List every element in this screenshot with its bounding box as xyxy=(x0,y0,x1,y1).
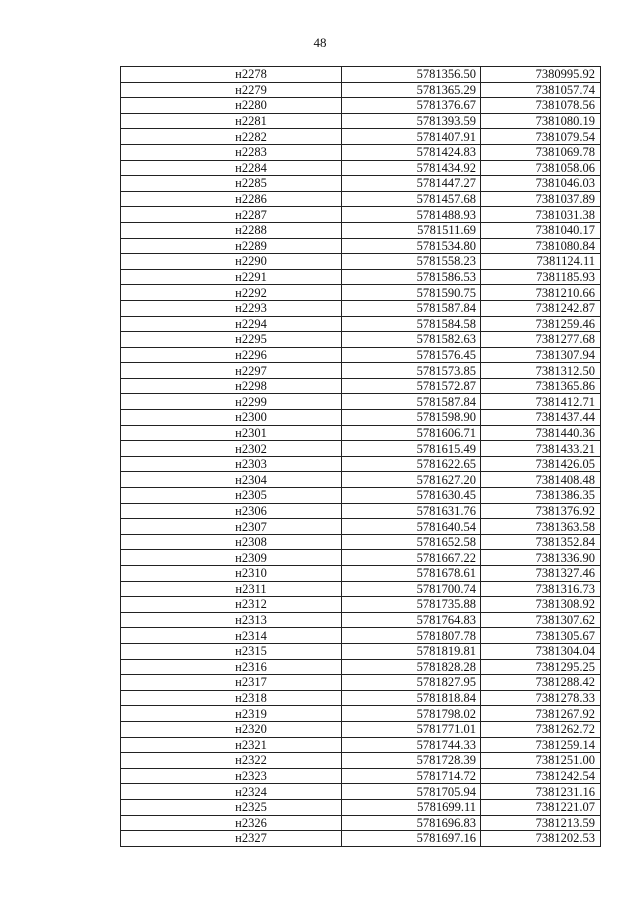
y-coordinate-cell: 7381078.56 xyxy=(481,98,601,114)
y-coordinate-cell: 7381231.16 xyxy=(481,784,601,800)
x-coordinate-cell: 5781587.84 xyxy=(342,300,481,316)
table-row xyxy=(121,831,601,847)
x-coordinate-cell: 5781582.63 xyxy=(342,332,481,348)
y-coordinate-cell: 7381242.54 xyxy=(481,768,601,784)
x-coordinate-cell: 5781627.20 xyxy=(342,472,481,488)
point-name-cell: н2313 xyxy=(121,612,342,628)
y-coordinate-cell: 7381437.44 xyxy=(481,410,601,426)
x-coordinate-cell: 5781590.75 xyxy=(342,285,481,301)
x-coordinate-cell: 5781828.28 xyxy=(342,659,481,675)
table-row xyxy=(121,222,601,238)
x-coordinate-cell: 5781678.61 xyxy=(342,566,481,582)
x-coordinate-cell: 5781827.95 xyxy=(342,675,481,691)
table-row xyxy=(121,67,601,83)
table-row xyxy=(121,129,601,145)
point-name-cell: н2285 xyxy=(121,176,342,192)
x-coordinate-cell: 5781818.84 xyxy=(342,690,481,706)
point-name-cell: н2326 xyxy=(121,815,342,831)
point-name-cell: н2315 xyxy=(121,643,342,659)
x-coordinate-cell: 5781728.39 xyxy=(342,753,481,769)
x-coordinate-cell: 5781393.59 xyxy=(342,113,481,129)
y-coordinate-cell: 7381080.84 xyxy=(481,238,601,254)
point-name-cell: н2305 xyxy=(121,488,342,504)
coordinates-table-body xyxy=(121,67,601,847)
y-coordinate-cell: 7381386.35 xyxy=(481,488,601,504)
table-row xyxy=(121,581,601,597)
x-coordinate-cell: 5781807.78 xyxy=(342,628,481,644)
table-row xyxy=(121,612,601,628)
y-coordinate-cell: 7381259.46 xyxy=(481,316,601,332)
point-name-cell: н2327 xyxy=(121,831,342,847)
x-coordinate-cell: 5781631.76 xyxy=(342,503,481,519)
x-coordinate-cell: 5781457.68 xyxy=(342,191,481,207)
y-coordinate-cell: 7381278.33 xyxy=(481,690,601,706)
y-coordinate-cell: 7381267.92 xyxy=(481,706,601,722)
y-coordinate-cell: 7381079.54 xyxy=(481,129,601,145)
y-coordinate-cell: 7381213.59 xyxy=(481,815,601,831)
point-name-cell: н2284 xyxy=(121,160,342,176)
table-row xyxy=(121,285,601,301)
x-coordinate-cell: 5781667.22 xyxy=(342,550,481,566)
table-row xyxy=(121,737,601,753)
point-name-cell: н2307 xyxy=(121,519,342,535)
point-name-cell: н2290 xyxy=(121,254,342,270)
table-row xyxy=(121,300,601,316)
point-name-cell: н2297 xyxy=(121,363,342,379)
x-coordinate-cell: 5781424.83 xyxy=(342,144,481,160)
table-row xyxy=(121,799,601,815)
table-row xyxy=(121,191,601,207)
point-name-cell: н2318 xyxy=(121,690,342,706)
point-name-cell: н2286 xyxy=(121,191,342,207)
point-name-cell: н2306 xyxy=(121,503,342,519)
y-coordinate-cell: 7381352.84 xyxy=(481,534,601,550)
y-coordinate-cell: 7381058.06 xyxy=(481,160,601,176)
x-coordinate-cell: 5781407.91 xyxy=(342,129,481,145)
point-name-cell: н2308 xyxy=(121,534,342,550)
x-coordinate-cell: 5781622.65 xyxy=(342,456,481,472)
y-coordinate-cell: 7381363.58 xyxy=(481,519,601,535)
x-coordinate-cell: 5781771.01 xyxy=(342,721,481,737)
y-coordinate-cell: 7381316.73 xyxy=(481,581,601,597)
point-name-cell: н2312 xyxy=(121,597,342,613)
y-coordinate-cell: 7381202.53 xyxy=(481,831,601,847)
y-coordinate-cell: 7381069.78 xyxy=(481,144,601,160)
point-name-cell: н2283 xyxy=(121,144,342,160)
point-name-cell: н2294 xyxy=(121,316,342,332)
point-name-cell: н2325 xyxy=(121,799,342,815)
point-name-cell: н2299 xyxy=(121,394,342,410)
x-coordinate-cell: 5781576.45 xyxy=(342,347,481,363)
x-coordinate-cell: 5781714.72 xyxy=(342,768,481,784)
x-coordinate-cell: 5781819.81 xyxy=(342,643,481,659)
table-row xyxy=(121,238,601,254)
x-coordinate-cell: 5781705.94 xyxy=(342,784,481,800)
point-name-cell: н2304 xyxy=(121,472,342,488)
x-coordinate-cell: 5781511.69 xyxy=(342,222,481,238)
x-coordinate-cell: 5781735.88 xyxy=(342,597,481,613)
table-row xyxy=(121,144,601,160)
point-name-cell: н2282 xyxy=(121,129,342,145)
table-row xyxy=(121,643,601,659)
y-coordinate-cell: 7381304.04 xyxy=(481,643,601,659)
y-coordinate-cell: 7381259.14 xyxy=(481,737,601,753)
y-coordinate-cell: 7381277.68 xyxy=(481,332,601,348)
x-coordinate-cell: 5781700.74 xyxy=(342,581,481,597)
x-coordinate-cell: 5781447.27 xyxy=(342,176,481,192)
point-name-cell: н2319 xyxy=(121,706,342,722)
point-name-cell: н2316 xyxy=(121,659,342,675)
table-row xyxy=(121,363,601,379)
point-name-cell: н2314 xyxy=(121,628,342,644)
y-coordinate-cell: 7381262.72 xyxy=(481,721,601,737)
point-name-cell: н2279 xyxy=(121,82,342,98)
point-name-cell: н2288 xyxy=(121,222,342,238)
point-name-cell: н2301 xyxy=(121,425,342,441)
point-name-cell: н2303 xyxy=(121,456,342,472)
table-row xyxy=(121,113,601,129)
table-row xyxy=(121,534,601,550)
table-row xyxy=(121,566,601,582)
table-row xyxy=(121,597,601,613)
point-name-cell: н2322 xyxy=(121,753,342,769)
point-name-cell: н2293 xyxy=(121,300,342,316)
y-coordinate-cell: 7381251.00 xyxy=(481,753,601,769)
table-row xyxy=(121,269,601,285)
y-coordinate-cell: 7381295.25 xyxy=(481,659,601,675)
x-coordinate-cell: 5781697.16 xyxy=(342,831,481,847)
point-name-cell: н2309 xyxy=(121,550,342,566)
table-row xyxy=(121,675,601,691)
x-coordinate-cell: 5781376.67 xyxy=(342,98,481,114)
y-coordinate-cell: 7381242.87 xyxy=(481,300,601,316)
y-coordinate-cell: 7381440.36 xyxy=(481,425,601,441)
y-coordinate-cell: 7381308.92 xyxy=(481,597,601,613)
table-row xyxy=(121,254,601,270)
y-coordinate-cell: 7381412.71 xyxy=(481,394,601,410)
table-row xyxy=(121,347,601,363)
table-row xyxy=(121,207,601,223)
table-row xyxy=(121,82,601,98)
y-coordinate-cell: 7381080.19 xyxy=(481,113,601,129)
point-name-cell: н2310 xyxy=(121,566,342,582)
x-coordinate-cell: 5781558.23 xyxy=(342,254,481,270)
point-name-cell: н2324 xyxy=(121,784,342,800)
x-coordinate-cell: 5781764.83 xyxy=(342,612,481,628)
x-coordinate-cell: 5781652.58 xyxy=(342,534,481,550)
table-row xyxy=(121,394,601,410)
x-coordinate-cell: 5781798.02 xyxy=(342,706,481,722)
y-coordinate-cell: 7381210.66 xyxy=(481,285,601,301)
page-number: 48 xyxy=(313,35,327,50)
table-row xyxy=(121,316,601,332)
table-row xyxy=(121,690,601,706)
point-name-cell: н2302 xyxy=(121,441,342,457)
y-coordinate-cell: 7380995.92 xyxy=(481,67,601,83)
table-row xyxy=(121,332,601,348)
x-coordinate-cell: 5781573.85 xyxy=(342,363,481,379)
x-coordinate-cell: 5781630.45 xyxy=(342,488,481,504)
table-row xyxy=(121,721,601,737)
point-name-cell: н2287 xyxy=(121,207,342,223)
y-coordinate-cell: 7381312.50 xyxy=(481,363,601,379)
table-row xyxy=(121,410,601,426)
point-name-cell: н2311 xyxy=(121,581,342,597)
x-coordinate-cell: 5781640.54 xyxy=(342,519,481,535)
x-coordinate-cell: 5781365.29 xyxy=(342,82,481,98)
y-coordinate-cell: 7381376.92 xyxy=(481,503,601,519)
table-row xyxy=(121,456,601,472)
x-coordinate-cell: 5781434.92 xyxy=(342,160,481,176)
point-name-cell: н2296 xyxy=(121,347,342,363)
table-row xyxy=(121,706,601,722)
table-row xyxy=(121,472,601,488)
x-coordinate-cell: 5781744.33 xyxy=(342,737,481,753)
point-name-cell: н2317 xyxy=(121,675,342,691)
y-coordinate-cell: 7381185.93 xyxy=(481,269,601,285)
table-row xyxy=(121,659,601,675)
x-coordinate-cell: 5781584.58 xyxy=(342,316,481,332)
table-row xyxy=(121,784,601,800)
x-coordinate-cell: 5781696.83 xyxy=(342,815,481,831)
y-coordinate-cell: 7381124.11 xyxy=(481,254,601,270)
point-name-cell: н2323 xyxy=(121,768,342,784)
table-row xyxy=(121,815,601,831)
point-name-cell: н2320 xyxy=(121,721,342,737)
x-coordinate-cell: 5781488.93 xyxy=(342,207,481,223)
coordinates-table xyxy=(120,66,601,847)
x-coordinate-cell: 5781615.49 xyxy=(342,441,481,457)
y-coordinate-cell: 7381307.94 xyxy=(481,347,601,363)
point-name-cell: н2292 xyxy=(121,285,342,301)
point-name-cell: н2321 xyxy=(121,737,342,753)
y-coordinate-cell: 7381031.38 xyxy=(481,207,601,223)
y-coordinate-cell: 7381336.90 xyxy=(481,550,601,566)
x-coordinate-cell: 5781572.87 xyxy=(342,378,481,394)
table-row xyxy=(121,753,601,769)
x-coordinate-cell: 5781699.11 xyxy=(342,799,481,815)
x-coordinate-cell: 5781356.50 xyxy=(342,67,481,83)
point-name-cell: н2280 xyxy=(121,98,342,114)
point-name-cell: н2291 xyxy=(121,269,342,285)
y-coordinate-cell: 7381433.21 xyxy=(481,441,601,457)
y-coordinate-cell: 7381327.46 xyxy=(481,566,601,582)
y-coordinate-cell: 7381305.67 xyxy=(481,628,601,644)
x-coordinate-cell: 5781586.53 xyxy=(342,269,481,285)
x-coordinate-cell: 5781587.84 xyxy=(342,394,481,410)
y-coordinate-cell: 7381426.05 xyxy=(481,456,601,472)
point-name-cell: н2300 xyxy=(121,410,342,426)
table-row xyxy=(121,160,601,176)
table-row xyxy=(121,550,601,566)
y-coordinate-cell: 7381040.17 xyxy=(481,222,601,238)
y-coordinate-cell: 7381365.86 xyxy=(481,378,601,394)
y-coordinate-cell: 7381288.42 xyxy=(481,675,601,691)
y-coordinate-cell: 7381221.07 xyxy=(481,799,601,815)
table-row xyxy=(121,519,601,535)
point-name-cell: н2295 xyxy=(121,332,342,348)
y-coordinate-cell: 7381057.74 xyxy=(481,82,601,98)
point-name-cell: н2289 xyxy=(121,238,342,254)
y-coordinate-cell: 7381408.48 xyxy=(481,472,601,488)
y-coordinate-cell: 7381037.89 xyxy=(481,191,601,207)
point-name-cell: н2278 xyxy=(121,67,342,83)
table-row xyxy=(121,503,601,519)
table-row xyxy=(121,378,601,394)
table-row xyxy=(121,98,601,114)
table-row xyxy=(121,768,601,784)
table-row xyxy=(121,176,601,192)
table-row xyxy=(121,441,601,457)
table-row xyxy=(121,425,601,441)
x-coordinate-cell: 5781606.71 xyxy=(342,425,481,441)
table-row xyxy=(121,488,601,504)
point-name-cell: н2281 xyxy=(121,113,342,129)
table-row xyxy=(121,628,601,644)
point-name-cell: н2298 xyxy=(121,378,342,394)
x-coordinate-cell: 5781598.90 xyxy=(342,410,481,426)
y-coordinate-cell: 7381307.62 xyxy=(481,612,601,628)
y-coordinate-cell: 7381046.03 xyxy=(481,176,601,192)
x-coordinate-cell: 5781534.80 xyxy=(342,238,481,254)
